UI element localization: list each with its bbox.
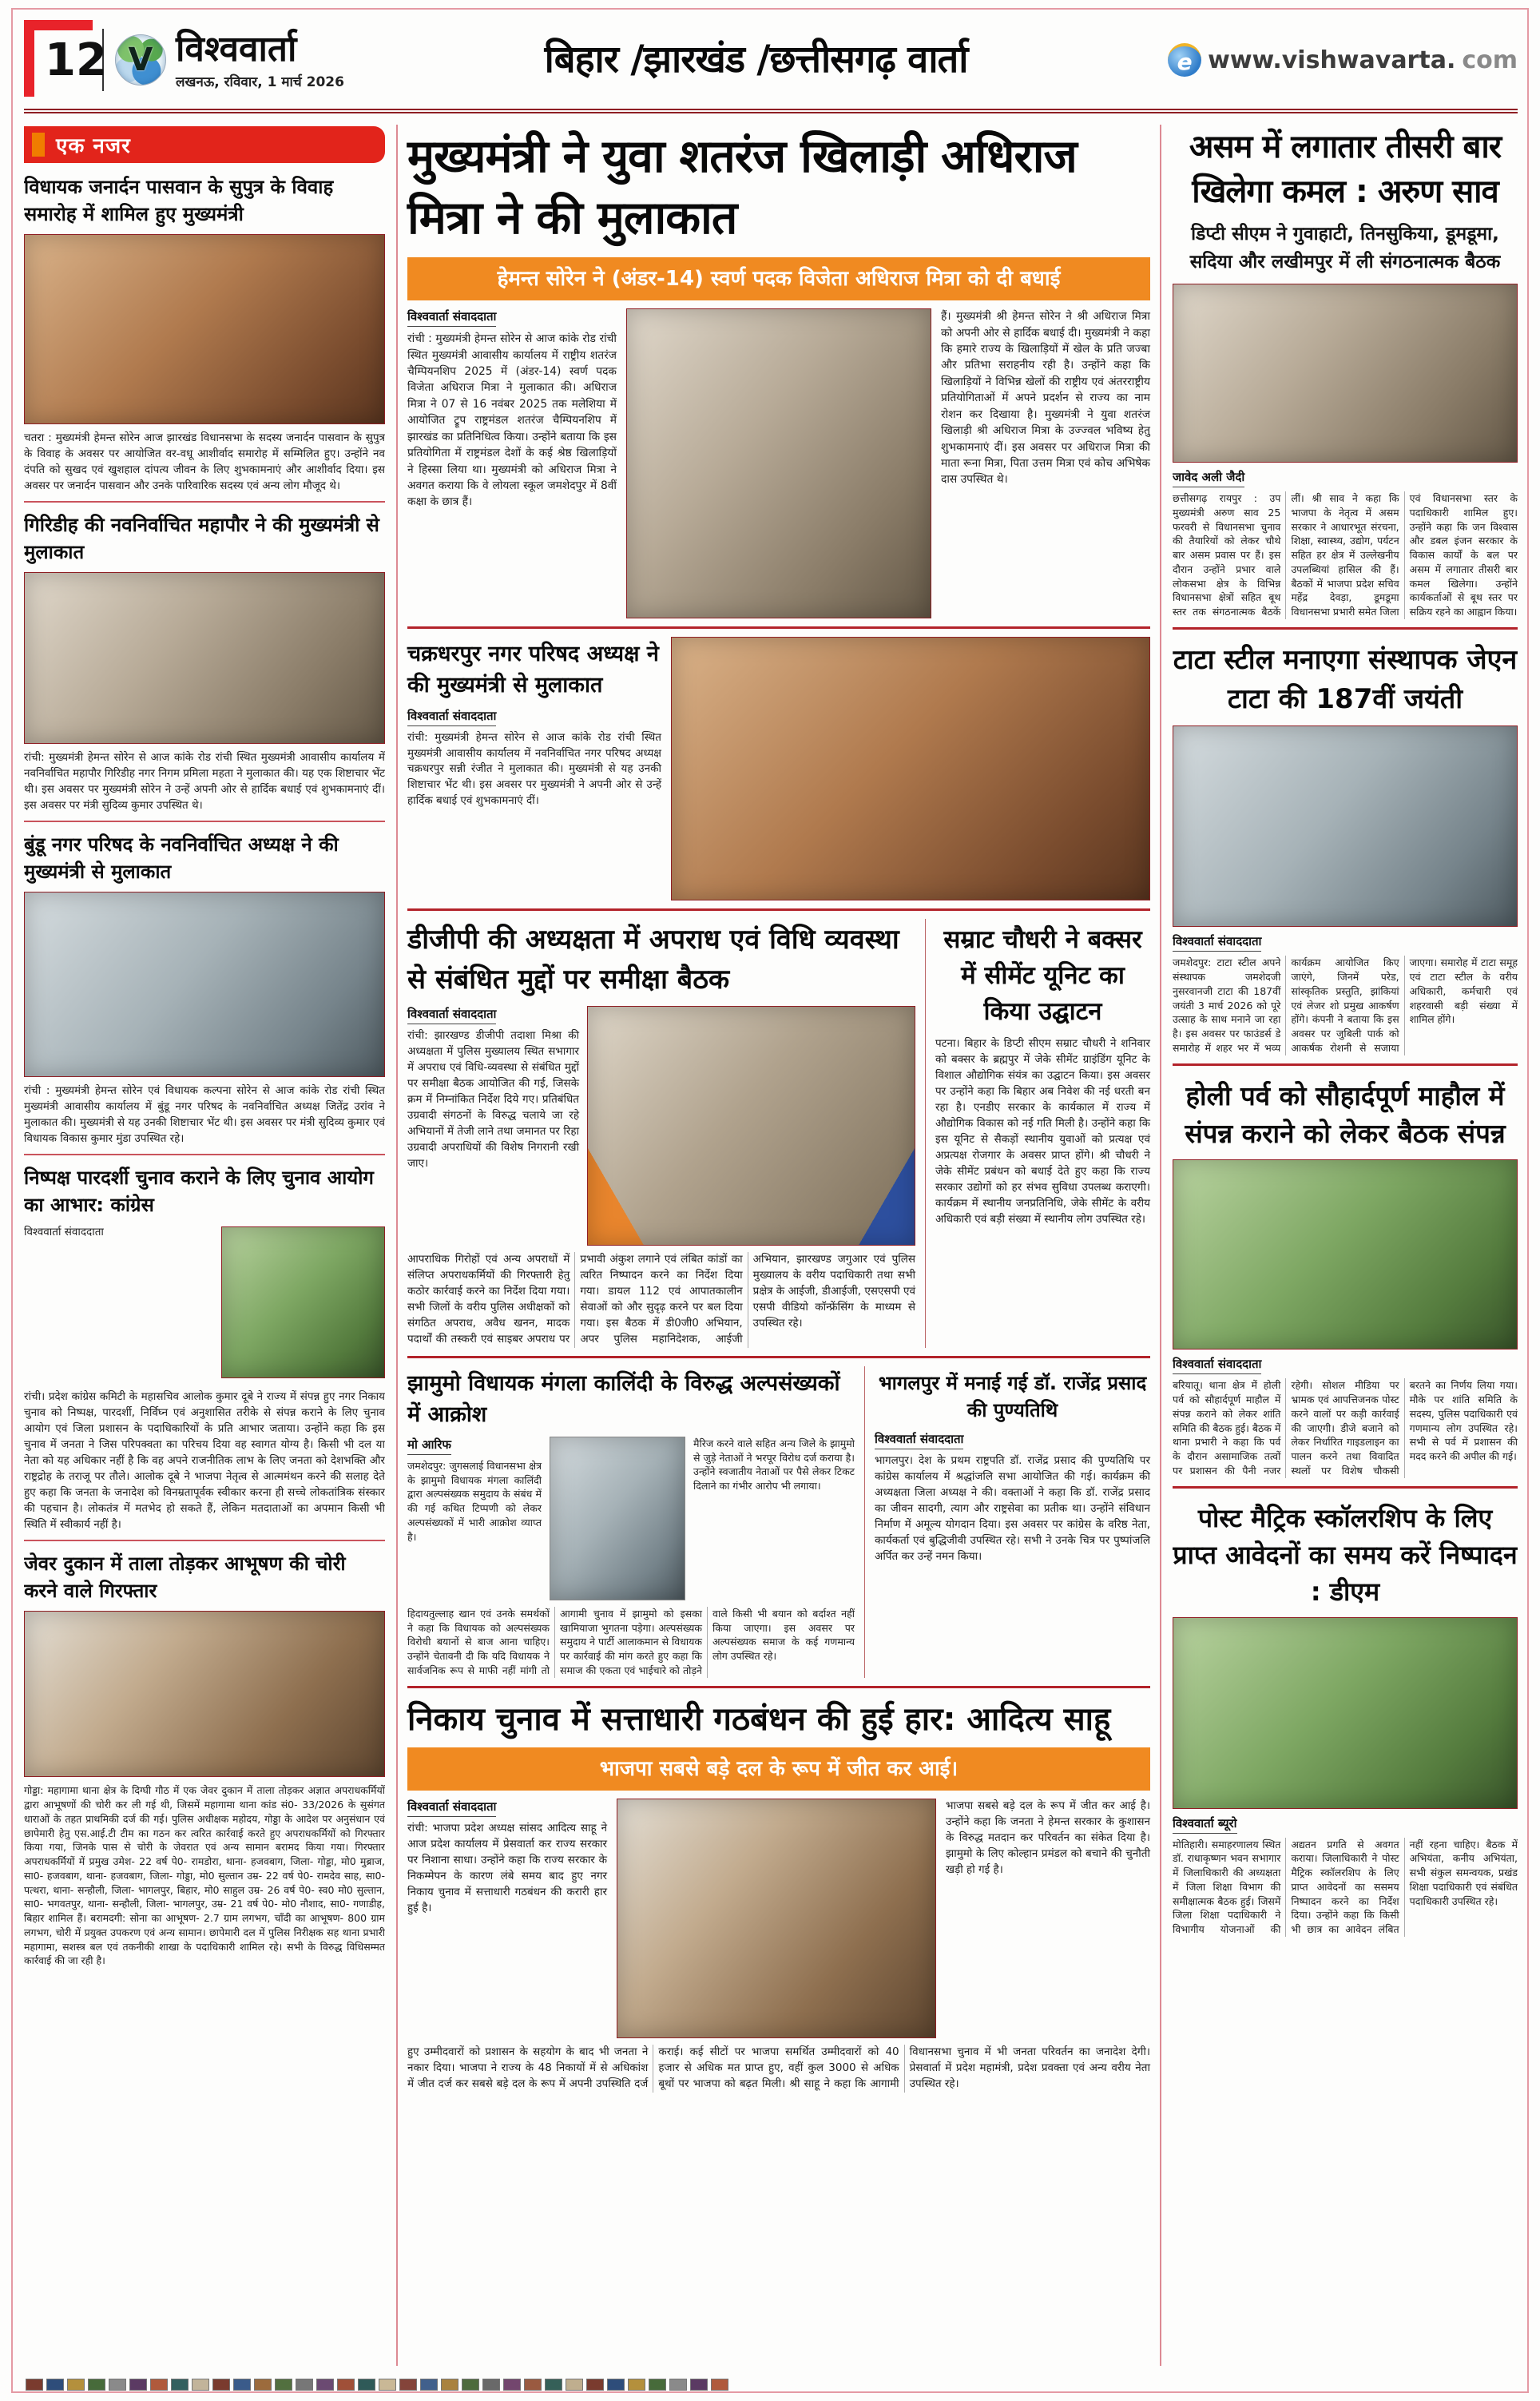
article-headline: झामुमो विधायक मंगला कालिंदी के विरुद्ध अल्पसंख्यकों में आक्रोश <box>407 1370 840 1427</box>
article-bhagalpur-tribute <box>864 1366 1150 1678</box>
article-body: बरियातू। थाना क्षेत्र में होली पर्व को सौहार्दपूर्ण माहौल में संपन्न कराने को लेकर शांति समिति की बैठक हुई। बैठक में थाना प्रभारी ने कहा कि पर्व के दौरान असामाजिक तत्वों पर प्रशासन की पैनी नजर रहेगी। सोशल मीडिया पर भ्रामक एवं आपत्तिजनक पोस्ट करने वालों पर कड़ी कार्रवाई की जाएगी। डीजे बजाने को लेकर निर्धारित गाइडलाइन का पालन करने तथा विवादित स्थलों पर विशेष चौकसी बरतने का निर्णय लिया गया। मौके पर शांति समिति के सदस्य, पुलिस पदाधिकारी एवं गणमान्य लोग उपस्थित रहे। सभी से पर्व में प्रशासन की मदद करने की अपील की गई। <box>1173 1379 1518 1477</box>
article-chakradharpur <box>407 637 1150 900</box>
district-review-meeting-photo <box>1173 1617 1518 1809</box>
article-wedding <box>24 171 385 495</box>
article-body-continued: आपराधिक गिरोहों एवं अन्य अपराधों में संलिप्त अपराधकर्मियों की गिरफ्तारी हेतु कठोर कार्रवाई करने का निर्देश दिया गया। सभी जिलों के वरीय पुलिस अधीक्षकों को संगठित अपराध, अवैध खनन, मादक पदार्थों की तस्करी एवं साइबर अपराध पर प्रभावी अंकुश लगाने एवं लंबित कांडों का त्वरित निष्पादन करने का निर्देश दिया गया। डायल 112 एवं आपातकालीन सेवाओं को और सुदृढ़ करने पर बल दिया गया। इस बैठक में डी0जी0 अभियान, अपर पुलिस महानिदेशक, आईजी अभियान, झारखण्ड जगुआर एवं पुलिस मुख्यालय के वरीय पदाधिकारी तथा सभी प्रक्षेत्र के आईजी, डीआईजी, एसएसपी एवं एसपी वीडियो कॉन्फ्रेंसिंग के माध्यम से उपस्थित रहे। <box>407 1252 915 1346</box>
masthead-title: विश्ववार्ता <box>176 29 297 70</box>
article-samrat-cement <box>925 919 1150 1347</box>
byline: विश्ववार्ता संवाददाता <box>407 708 496 726</box>
article-body-lead: विश्ववार्ता संवाददाता <box>24 1226 104 1239</box>
cm-group-felicitation-photo <box>671 637 1150 900</box>
article-assam-bjp <box>1173 125 1518 619</box>
page-number-block <box>24 20 107 100</box>
rule <box>1173 1063 1518 1066</box>
article-body: मोतिहारी। समाहरणालय स्थित डॉ. राधाकृष्णन भवन सभागार में जिलाधिकारी की अध्यक्षता में जिला शिक्षा विभाग की समीक्षात्मक बैठक हुई। जिसमें जिला शिक्षा पदाधिकारी ने विभागीय योजनाओं की अद्यतन प्रगति से अवगत कराया। जिलाधिकारी ने पोस्ट मैट्रिक स्कॉलरशिप के लिए प्राप्त आवेदनों का ससमय निष्पादन करने का निर्देश दिया। उन्होंने कहा कि किसी भी छात्र का आवेदन लंबित नहीं रहना चाहिए। बैठक में अभियंता, कनीय अभियंता, सभी संकुल समन्वयक, प्रखंड शिक्षा पदाधिकारी एवं संबंधित पदाधिकारी उपस्थित रहे। <box>1173 1838 1518 1936</box>
orange-square-icon <box>32 133 45 157</box>
police-hq-meeting-photo <box>587 1006 915 1246</box>
article-body: गोड्डा: महागामा थाना क्षेत्र के दिग्घी गौठ में एक जेवर दुकान में ताला तोड़कर अज्ञात अपराधकर्मियों द्वारा आभूषणों की चोरी कर ली गई थी, जिसमें महागामा थाना कांड सं0- 33/2026 के सुसंगत धाराओं के तहत प्राथमिकी दर्ज की गई। पुलिस अधीक्षक महोदय, गोड्डा के आदेश पर अनुसंधान एवं छापेमारी हेतु एस.आई.टी टीम का गठन कर त्वरित कार्रवाई करते हुए अपराधकर्मियों को गिरफ्तार किया गया, जिनके पास से चोरी के जेवरात एवं अन्य सामान बरामद किया गया। गिरफ्तार अपराधकर्मियों में प्रमुख उमेश- 22 वर्ष पे0- रामडोरा, थाना- हजवबाग, जिला- गोड्डा, मो0 मुब्राज, सा0- हजवबाग, थाना- हजवबाग, जिला- गोड्डा, मो0 सुल्तान उम्र- 22 वर्ष पे0- रामदेव साह, सा0- पत्थरा, थाना- सन्हौली, जिला- भागलपुर, बिहार, मो0 साहुल उम्र- 26 वर्ष पे0- स्व0 मो0 सुल्तान, सा0- भगवतपुर, थाना- सन्हौली, जिला- भागलपुर, उम्र- 21 वर्ष पे0- मो0 नौशाद, सा0- गणाडीह, बिहार शामिल हैं। बरामदगी: सोना का आभूषण- 2.7 ग्राम लगभग, चाँदी का आभूषण- 800 ग्राम लगभग, चोरी में प्रयुक्त उपकरण एवं अन्य सामान। छापेमारी दल में पुलिस निरीक्षक सह थाना प्रभारी महागामा, सशस्त्र बल एवं तकनीकी शाखा के पदाधिकारी शामिल रहे। सभी के विरुद्ध विधिसम्मत कार्रवाई की जा रही है। <box>24 1784 385 1967</box>
article-body-left: रांची : मुख्यमंत्री हेमन्त सोरेन से आज कांके रोड रांची स्थित मुख्यमंत्री आवासीय कार्यालय में राष्ट्रीय शतरंज चैम्पियनशिप 2025 में (अंडर-14) स्वर्ण पदक विजेता अधिराज मित्रा ने मुलाकात की। अधिराज मित्रा ने 07 से 16 नवंबर 2025 तक मलेशिया में आयोजित ट्रूप राष्ट्रमंडल शतरंज चैम्पियनशिप में झारखंड का प्रतिनिधित्व किया। उन्होंने बताया कि इस प्रतियोगिता में राष्ट्रमंडल देशों के कई श्रेष्ठ खिलाड़ियों ने हिस्सा लिया था। मुख्यमंत्री को अधिराज मित्रा ने अवगत कराया कि वे लोयला स्कूल जमशेदपुर में 8वीं कक्षा के छात्र हैं। <box>407 332 617 509</box>
bjp-organisational-meeting-photo <box>1173 284 1518 463</box>
byline: विश्ववार्ता संवाददाता <box>1173 933 1261 952</box>
byline: मो आरिफ <box>407 1437 451 1455</box>
article-body: भाजपा सबसे बड़े दल के रूप में जीत कर आई है। उन्होंने कहा कि जनता ने हेमन्त सरकार के कुशासन के विरुद्ध मतदान कर परिवर्तन का संकेत दिया है। झामुमो के लिए कोल्हान प्रमंडल को बचाने की चुनौती खड़ी हो गई है। <box>946 1799 1150 1876</box>
article-body: छत्तीसगढ़ रायपुर : उप मुख्यमंत्री अरुण साव 25 फरवरी से विधानसभा चुनाव की तैयारियों को लेकर चौथे बार असम प्रवास पर हैं। इस दौरान उन्होंने प्रभार वाले लोकसभा क्षेत्र के विभिन्न विधानसभा क्षेत्रों सहित बूथ स्तर तक संगठनात्मक बैठकें लीं। श्री साव ने कहा कि भाजपा के नेतृत्व में असम सरकार ने आधारभूत संरचना, शिक्षा, स्वास्थ्य, उद्योग, पर्यटन सहित हर क्षेत्र में उल्लेखनीय उपलब्धियां हासिल की हैं। बैठकों में भाजपा प्रदेश सचिव महेंद्र देवड़ा, डूमडूमा विधानसभा प्रभारी समेत जिला एवं विधानसभा स्तर के पदाधिकारी शामिल हुए। उन्होंने कहा कि जन विश्वास और डबल इंजन सरकार के विकास कार्यों के बल पर असम में लगातार तीसरी बार कमल खिलेगा। उन्होंने कार्यकर्ताओं से बूथ स्तर पर सक्रिय रहने का आह्वान किया। <box>1173 492 1518 618</box>
byline: विश्ववार्ता संवाददाता <box>875 1431 963 1449</box>
wedding-ceremony-photo <box>24 234 385 424</box>
article-body: रांची: भाजपा प्रदेश अध्यक्ष सांसद आदित्य साहू ने आज प्रदेश कार्यालय में प्रेसवार्ता कर राज्य सरकार पर निशाना साधा। उन्होंने कहा कि राज्य सरकार के निकम्मेपन के कारण लंबे समय बाद हुए नगर निकाय चुनाव में सत्ताधारी गठबंधन की करारी हार हुई है। <box>407 1822 607 1914</box>
article-giridih-mayor <box>24 509 385 814</box>
article-body: चतरा : मुख्यमंत्री हेमन्त सोरेन आज झारखंड विधानसभा के सदस्य जनार्दन पासवान के सुपुत्र के विवाह के अवसर पर आयोजित वर-वधू आशीर्वाद समारोह में सम्मिलित हुए। उन्होंने नव दंपति को सुखद एवं खुशहाल दांपत्य जीवन के लिए शुभकामनाएं और आशीर्वाद दिया। इस अवसर पर जनार्दन पासवान और उनके पारिवारिक सदस्य एवं अन्य लोग मौजूद थे। <box>24 431 385 493</box>
article-headline: निष्पक्ष पारदर्शी चुनाव कराने के लिए चुनाव आयोग का आभार: कांग्रेस <box>24 1167 374 1216</box>
article-headline: गिरिडीह की नवनिर्वाचित महापौर ने की मुख्यमंत्री से मुलाकात <box>24 514 379 563</box>
article-dgp-review <box>407 919 915 1347</box>
article-body: रांची: मुख्यमंत्री हेमन्त सोरेन से आज कांके रोड रांची स्थित मुख्यमंत्री आवासीय कार्यालय में नवनिर्वाचित महापौर गिरिडीह नगर निगम प्रमिला महता ने मुलाकात की। यह एक शिष्टाचार भेंट थी। इस अवसर पर मुख्यमंत्री सोरेन ने उन्हें अपनी ओर से हार्दिक बधाई एवं शुभकामनाएं दीं। इस अवसर पर मंत्री सुदिव्य कुमार उपस्थित थे। <box>24 751 385 813</box>
article-nikay-chunav <box>407 1696 1150 2093</box>
peace-committee-meeting-photo <box>1173 1159 1518 1350</box>
rule <box>1173 1486 1518 1489</box>
cm-chess-meeting-photo <box>626 308 931 618</box>
article-tata-jayanti <box>1173 638 1518 1055</box>
middle-zone <box>396 125 1161 2366</box>
police-seized-jewellery-photo <box>24 1611 385 1777</box>
bundu-meeting-photo <box>24 892 385 1077</box>
main-subhead-band: हेमन्त सोरेन ने (अंडर-14) स्वर्ण पदक विजेता अधिराज मित्रा को दी बधाई <box>407 257 1150 300</box>
article-body: जमशेदपुर: टाटा स्टील अपने संस्थापक जमशेदजी नुसरवानजी टाटा की 187वीं जयंती 3 मार्च 2026 को पूरे उत्साह के साथ मनाने जा रहा है। इस अवसर पर फाउंडर्स डे समारोह में शहर भर में भव्य कार्यक्रम आयोजित किए जाएंगे, जिनमें परेड, सांस्कृतिक प्रस्तुति, झांकियां एवं लेजर शो प्रमुख आकर्षण होंगे। कंपनी ने बताया कि इस अवसर पर जुबिली पार्क को आकर्षक रोशनी से सजाया जाएगा। समारोह में टाटा समूह एवं टाटा स्टील के वरीय अधिकारी, कर्मचारी एवं शहरवासी बड़ी संख्या में शामिल होंगे। <box>1173 956 1518 1054</box>
article-body: जमशेदपुर: जुगसलाई विधानसभा क्षेत्र के झामुमो विधायक मंगला कालिंदी द्वारा अल्पसंख्यक समुदाय के संबंध में की गई कथित टिप्पणी को लेकर अल्पसंख्यकों में भारी आक्रोश व्याप्त है। <box>407 1459 542 1543</box>
ek-nazar-label: एक नजर <box>56 134 131 158</box>
byline: जावेद अली जैदी <box>1173 469 1244 487</box>
left-rail <box>24 125 385 2366</box>
website-url-suffix: com <box>1462 46 1518 74</box>
article-headline: पोस्ट मैट्रिक स्कॉलरशिप के लिए प्राप्त आवेदनों का समय करें निष्पादन : डीएम <box>1173 1502 1518 1608</box>
protesting-leader-portrait-photo <box>550 1437 685 1600</box>
browser-e-icon: e <box>1168 43 1201 77</box>
article-main-chess <box>407 125 1150 618</box>
article-headline: सम्राट चौधरी ने बक्सर में सीमेंट यूनिट का किया उद्घाटन <box>943 925 1142 1027</box>
ek-nazar-band <box>24 126 385 163</box>
logo-letter: V <box>128 42 153 78</box>
masthead-block <box>176 30 344 90</box>
article-body: मैरिज करने वाले सहित अन्य जिले के झामुमो से जुड़े नेताओं ने भरपूर विरोध दर्ज कराया है। उन्होंने स्वजातीय नेताओं पर पैसे लेकर टिकट दिलाने का गंभीर आरोप भी लगाया। <box>693 1437 855 1493</box>
rule <box>407 1356 1150 1358</box>
article-body: रांची: मुख्यमंत्री हेमन्त सोरेन से आज कांके रोड रांची स्थित मुख्यमंत्री आवासीय कार्यालय में नवनिर्वाचित नगर परिषद अध्यक्ष चक्रधरपुर सन्नी रंजीत ने मुलाकात की। मुख्यमंत्री से यह उनकी शिष्टाचार भेंट थी। इस अवसर पर मुख्यमंत्री ने अपनी ओर से उन्हें हार्दिक बधाई एवं शुभकामनाएं दीं। <box>407 730 661 808</box>
rule <box>407 908 1150 911</box>
article-congress-thanks <box>24 1162 385 1533</box>
subhead-band: भाजपा सबसे बड़े दल के रूप में जीत कर आई। <box>407 1747 1150 1791</box>
article-headline: जेवर दुकान में ताला तोड़कर आभूषण की चोरी करने वाले गिरफ्तार <box>24 1552 346 1602</box>
article-body-continued: हुए उम्मीदवारों को प्रशासन के सहयोग के बाद भी जनता ने नकार दिया। भाजपा ने राज्य के 48 निकायों में से अधिकांश में जीत दर्ज कर सबसे बड़े दल के रूप में अपनी उपस्थिति दर्ज कराई। कई सीटों पर भाजपा समर्थित उम्मीदवारों को 40 हजार से अधिक मत प्राप्त हुए, वहीं कुल 3000 से अधिक बूथों पर भाजपा को बढ़त मिली। श्री साहू ने कहा कि आगामी विधानसभा चुनाव में भी जनता परिवर्तन का जनादेश देगी। प्रेसवार्ता में प्रदेश महामंत्री, प्रदेश प्रवक्ता एवं अन्य वरीय नेता उपस्थित रहे। <box>407 2045 1150 2091</box>
byline: विश्ववार्ता संवाददाता <box>407 1006 496 1024</box>
tata-panel-discussion-photo <box>1173 725 1518 927</box>
rule <box>1173 627 1518 630</box>
byline: विश्ववार्ता संवाददाता <box>407 308 496 327</box>
byline: विश्ववार्ता संवाददाता <box>1173 1356 1261 1374</box>
rule <box>407 1686 1150 1688</box>
article-headline: होली पर्व को सौहार्दपूर्ण माहौल में संपन्न कराने को लेकर बैठक संपन्न <box>1185 1079 1506 1150</box>
section-title: बिहार /झारखंड /छत्तीसगढ़ वार्ता <box>544 37 968 81</box>
article-headline: बुंडू नगर परिषद के नवनिर्वाचित अध्यक्ष ने की मुख्यमंत्री से मुलाकात <box>24 833 339 883</box>
article-jewellery-theft <box>24 1548 385 2366</box>
article-body-continued: हिदायतुल्लाह खान एवं उनके समर्थकों ने कहा कि विधायक को अल्पसंख्यक विरोधी बयानों से बाज आना चाहिए। उन्होंने चेतावनी दी कि यदि विधायक ने सार्वजनिक रूप से माफी नहीं मांगी तो आगामी चुनाव में झामुमो को इसका खामियाजा भुगतना पड़ेगा। अल्पसंख्यक समुदाय ने पार्टी आलाकमान से विधायक पर कार्रवाई की मांग करते हुए कहा कि समाज की एकता एवं भाईचारे को तोड़ने वाले किसी भी बयान को बर्दाश्त नहीं किया जाएगा। इस अवसर पर अल्पसंख्यक समाज के कई गणमान्य लोग उपस्थित रहे। <box>407 1607 855 1676</box>
website-block <box>1168 43 1518 77</box>
red-corner-bracket-vertical <box>24 20 34 97</box>
article-body-right: हैं। मुख्यमंत्री श्री हेमन्त सोरेन ने श्री अधिराज मित्रा को अपनी ओर से हार्दिक बधाई दी। मुख्यमंत्री ने कहा कि हमारे राज्य के खिलाड़ियों में खेल के प्रति जज्बा और प्रतिभा सराहनीय रही है। उन्होंने कहा कि खिलाड़ियों ने विभिन्न खेलों की राष्ट्रीय एवं अंतरराष्ट्रीय प्रतियोगिताओं में अपने प्रदर्शन से राज्य का नाम रोशन कर दिखाया है। मुख्यमंत्री ने युवा शतरंज खिलाड़ी श्री अधिराज मित्रा के उज्ज्वल भविष्य हेतु शुभकामनाएं दीं। इस अवसर पर अधिराज मित्रा की माता रूना मित्रा, पिता उत्तम मित्रा एवं कोच अभिषेक दास उपस्थित थे। <box>941 310 1150 487</box>
rule <box>24 501 385 503</box>
website-url: www.vishwavarta. <box>1208 46 1456 74</box>
article-headline: डीजीपी की अध्यक्षता में अपराध एवं विधि व्यवस्था से संबंधित मुद्दों पर समीक्षा बैठक <box>407 924 899 996</box>
article-body: रांची। प्रदेश कांग्रेस कमिटी के महासचिव आलोक कुमार दूबे ने राज्य में संपन्न हुए नगर निकाय चुनाव को निष्पक्ष, पारदर्शी, निर्विघ्न एवं अनुशासित तरीके से संपन्न कराने के लिए चुनाव आयोग एवं जिला प्रशासन के पदाधिकारियों के प्रति आभार जताया। उन्होंने कहा कि इस चुनाव में जनता ने जिस परिपक्वता का परिचय दिया वह स्वागत योग्य है। किसी भी दल या नेता को यह अधिकार नहीं है कि वह अपने राजनीतिक लाभ के लिए जनता को देशभक्ति और राष्ट्रद्रोह के तराजू पर तौले। आलोक दूबे ने भाजपा नेतृत्व से आत्ममंथन करने की सलाह देते हुए कहा कि जनता के जनादेश को विनम्रतापूर्वक स्वीकार करना ही सच्चे लोकतांत्रिक संस्कार की पहचान है। लोकतंत्र में मतभेद हो सकते हैं, लेकिन मतदाताओं का अपमान किसी भी स्थिति में स्वीकार्य नहीं है। <box>24 1390 385 1532</box>
rule <box>24 1540 385 1541</box>
byline: विश्ववार्ता ब्यूरो <box>1173 1815 1237 1834</box>
article-bundu-chairman <box>24 829 385 1147</box>
article-body: पटना। बिहार के डिप्टी सीएम सम्राट चौधरी ने शनिवार को बक्सर के ब्रह्मपुर में जेके सीमेंट ग्राइंडिंग यूनिट के विशाल औद्योगिक संयंत्र का उद्घाटन किया। इस अवसर पर उन्होंने कहा कि बिहार अब निवेश की नई धरती बन रहा है। एनडीए सरकार के कार्यकाल में राज्य में औद्योगिक विकास को नई गति मिली है। उन्होंने कहा कि इस यूनिट से सैकड़ों स्थानीय युवाओं को प्रत्यक्ष एवं अप्रत्यक्ष रोजगार के अवसर प्राप्त होंगे। श्री चौधरी ने जेके सीमेंट प्रबंधन को बधाई देते हुए कहा कि राज्य सरकार उद्योगों को हर संभव सुविधा उपलब्ध कराएगी। कार्यक्रम में स्थानीय जनप्रतिनिधि, जेके सीमेंट के वरीय अधिकारी एवं बड़ी संख्या में स्थानीय लोग उपस्थित रहे। <box>935 1037 1150 1226</box>
article-post-matric <box>1173 1497 1518 2366</box>
congress-leader-portrait-photo <box>221 1226 385 1378</box>
right-rail <box>1173 125 1518 2366</box>
article-headline: विधायक जनार्दन पासवान के सुपुत्र के विवाह समारोह में शामिल हुए मुख्यमंत्री <box>24 176 334 225</box>
article-headline: चक्रधरपुर नगर परिषद अध्यक्ष ने की मुख्यमंत्री से मुलाकात <box>407 642 659 698</box>
mayor-meeting-photo <box>24 572 385 744</box>
page-number: 12 <box>45 34 107 86</box>
page-header <box>24 16 1518 113</box>
footer-thumbnail-strip <box>26 2377 728 2391</box>
main-headline: मुख्यमंत्री ने युवा शतरंज खिलाड़ी अधिराज मित्रा ने की मुलाकात <box>407 130 1077 244</box>
globe-logo-icon <box>115 34 166 85</box>
article-subhead: डिप्टी सीएम ने गुवाहाटी, तिनसुकिया, डूमडूमा, सदिया और लखीमपुर में ली संगठनात्मक बैठक <box>1189 224 1501 272</box>
article-headline: निकाय चुनाव में सत्ताधारी गठबंधन की हुई हार: आदित्य साहू <box>407 1700 1111 1738</box>
bjp-press-conference-photo <box>617 1799 936 2038</box>
rule <box>24 821 385 822</box>
article-body: भागलपुर। देश के प्रथम राष्ट्रपति डॉ. राजेंद्र प्रसाद की पुण्यतिथि पर कांग्रेस कार्यालय में श्रद्धांजलि सभा आयोजित की गई। कार्यक्रम की अध्यक्षता जिला अध्यक्ष ने की। वक्ताओं ने कहा कि डॉ. राजेंद्र प्रसाद का जीवन सादगी, त्याग और राष्ट्रसेवा का प्रतीक था। उन्होंने संविधान निर्माण में अमूल्य योगदान दिया। इस अवसर पर कांग्रेस के वरिष्ठ नेता, कार्यकर्ता एवं बुद्धिजीवी उपस्थित रहे। सभी ने उनके चित्र पर पुष्पांजलि अर्पित कर उन्हें नमन किया। <box>875 1454 1150 1564</box>
article-headline: असम में लगातार तीसरी बार खिलेगा कमल : अरुण साव <box>1189 129 1502 210</box>
article-headline: टाटा स्टील मनाएगा संस्थापक जेएन टाटा की 187वीं जयंती <box>1173 643 1518 716</box>
edition-dateline: लखनऊ, रविवार, 1 मार्च 2026 <box>176 74 344 90</box>
article-jmm-mla <box>407 1366 855 1678</box>
byline: विश्ववार्ता संवाददाता <box>407 1799 496 1817</box>
content-grid <box>24 125 1518 2366</box>
rule <box>24 1154 385 1155</box>
article-body: रांची : मुख्यमंत्री हेमन्त सोरेन एवं विधायक कल्पना सोरेन से आज कांके रोड रांची स्थित मुख्यमंत्री आवासीय कार्यालय में बुंडू नगर परिषद के नवनिर्वाचित अध्यक्ष जितेंद्र उरांव ने मुलाकात की। मुख्यमंत्री से यह उनकी शिष्टाचार भेंट थी। इस अवसर पर मंत्री सुदिव्य कुमार एवं विधायक विकास कुमार मुंडा उपस्थित रहे। <box>24 1084 385 1146</box>
article-holi-meeting <box>1173 1074 1518 1478</box>
article-body: रांची: झारखण्ड डीजीपी तदाशा मिश्रा की अध्यक्षता में पुलिस मुख्यालय स्थित सभागार में अपराध एवं विधि-व्यवस्था से संबंधित मुद्दों पर समीक्षा बैठक आयोजित की गई, जिसके क्रम में निम्नांकित निर्देश दिये गए। प्रतिबंधित उग्रवादी संगठनों के विरुद्ध चलाये जा रहे अभियानों में तेजी लाने तथा जमानत पर रिहा उग्रवादी अपराधियों की विशेष निगरानी रखी जाए। <box>407 1028 579 1170</box>
article-headline: भागलपुर में मनाई गई डॉ. राजेंद्र प्रसाद की पुण्यतिथि <box>878 1371 1147 1422</box>
rule <box>407 626 1150 629</box>
